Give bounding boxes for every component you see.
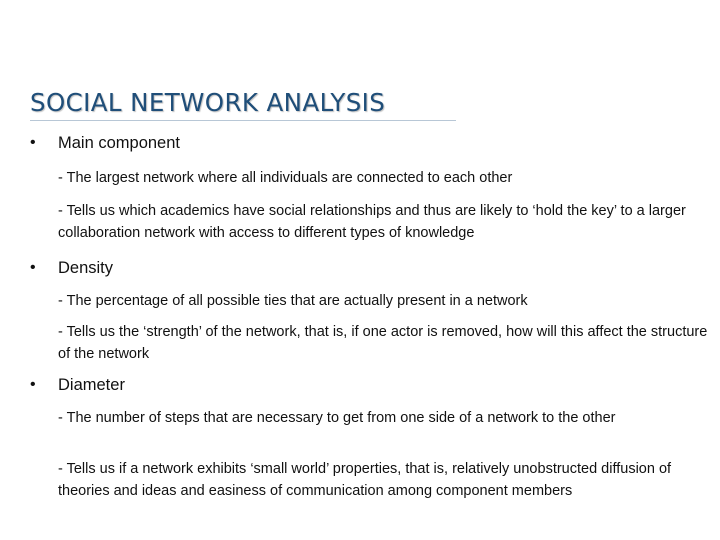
- slide-title: SOCIAL NETWORK ANALYSIS: [30, 88, 386, 117]
- sub-point: - The percentage of all possible ties that are actually present in a network: [58, 293, 528, 309]
- section-density: [30, 257, 708, 362]
- sub-point: - Tells us the ‘strength’ of the network, that is, if one actor is removed, how will this affect the structure of the network: [58, 324, 708, 362]
- bullet-label: Diameter: [58, 376, 125, 394]
- bullet-item: [30, 374, 690, 396]
- bullet-label: Density: [58, 259, 114, 277]
- bullet-item: [30, 132, 690, 154]
- bullet-icon: •: [30, 134, 36, 151]
- sub-point: - Tells us which academics have social relationships and thus are likely to ‘hold the key’ to a larger collaboration network with access to different types of knowledge: [58, 203, 686, 241]
- bullet-label: Main component: [58, 134, 180, 152]
- bullet-icon: •: [30, 376, 36, 393]
- sub-point: - The number of steps that are necessary to get from one side of a network to the other: [58, 410, 616, 426]
- section-diameter: [30, 374, 690, 499]
- title-underline: [30, 120, 456, 121]
- sub-point: - The largest network where all individuals are connected to each other: [58, 170, 513, 186]
- sub-point: - Tells us if a network exhibits ‘small world’ properties, that is, relatively unobstructed diffusion of theories and ideas and easiness of communication among component members: [58, 461, 672, 499]
- bullet-icon: •: [30, 259, 36, 276]
- bullet-item: [30, 257, 690, 279]
- section-main-component: [30, 132, 690, 241]
